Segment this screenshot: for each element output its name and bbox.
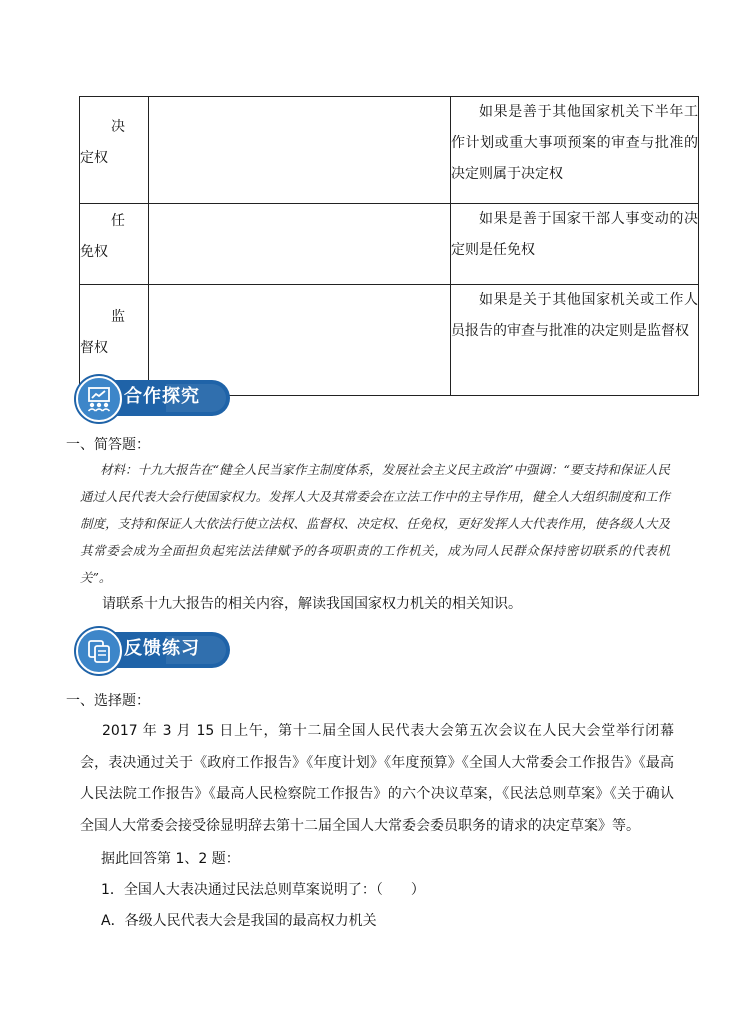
power-note: 如果是善于其他国家机关下半年工作计划或重大事项预案的审查与批准的决定则属于决定权 [451, 97, 699, 204]
power-note: 如果是关于其他国家机关或工作人员报告的审查与批准的决定则是监督权 [451, 285, 699, 396]
table-row [80, 204, 699, 285]
table-row [80, 97, 699, 204]
question-type-heading: 一、选择题： [66, 693, 150, 709]
banner-label: 合作探究 [124, 386, 200, 407]
answer-prompt: 据此回答第 1、2 题： [101, 851, 240, 867]
news-paragraph: 2017 年 3 月 15 日上午，第十二届全国人民代表大会第五次会议在人民大会堂举行闭幕会，表决通过关于《政府工作报告》《年度计划》《年度预算》《全国人大常委会工作报告》《最高人民法院工作报告》《最高人民检察院工作报告》的六个决议草案，《民法总则草案》《关于确认全国人大常委会接受徐显明辞去第十二届全国人大常委会委员职务的请求的决定草案》等。 [80, 723, 674, 834]
power-name-bottom: 定权 [80, 150, 108, 166]
section-banner-cooperative-inquiry [76, 376, 232, 418]
power-name-bottom: 免权 [80, 244, 108, 260]
blank-cell [149, 97, 451, 204]
material-text: 材料：十九大报告在“健全人民当家作主制度体系，发展社会主义民主政治”中强调：“要支持和保证人民通过人民代表大会行使国家权力。发挥人大及其常委会在立法工作中的主导作用，健全人大组织制度和工作制度，支持和保证人大依法行使立法权、监督权、决定权、任免权，更好发挥人大代表作用，使各级人大及其常委会成为全面担负起宪法法律赋予的各项职责的工作机关，成为同人民群众保持密切联系的代表机关”。 [80, 462, 670, 585]
power-name-bottom: 督权 [80, 340, 108, 356]
question-1: 1．全国人大表决通过民法总则草案说明了：（ ） [101, 882, 425, 898]
power-name-cell [80, 97, 149, 204]
team-chart-icon [76, 376, 122, 422]
powers-table [79, 96, 699, 396]
banner-label: 反馈练习 [124, 638, 200, 659]
question-type-heading: 一、简答题： [66, 437, 150, 453]
option-a: A．各级人民代表大会是我国的最高权力机关 [101, 913, 377, 929]
section-banner-feedback-practice [76, 628, 232, 670]
power-name-top: 任 [111, 213, 125, 229]
power-name-top: 决 [111, 119, 125, 135]
essay-prompt: 请联系十九大报告的相关内容，解读我国国家权力机关的相关知识。 [102, 596, 522, 612]
power-name-top: 监 [111, 309, 125, 325]
power-note: 如果是善于国家干部人事变动的决定则是任免权 [451, 204, 699, 285]
blank-cell [149, 204, 451, 285]
power-name-cell [80, 204, 149, 285]
copy-pages-icon [76, 628, 122, 674]
